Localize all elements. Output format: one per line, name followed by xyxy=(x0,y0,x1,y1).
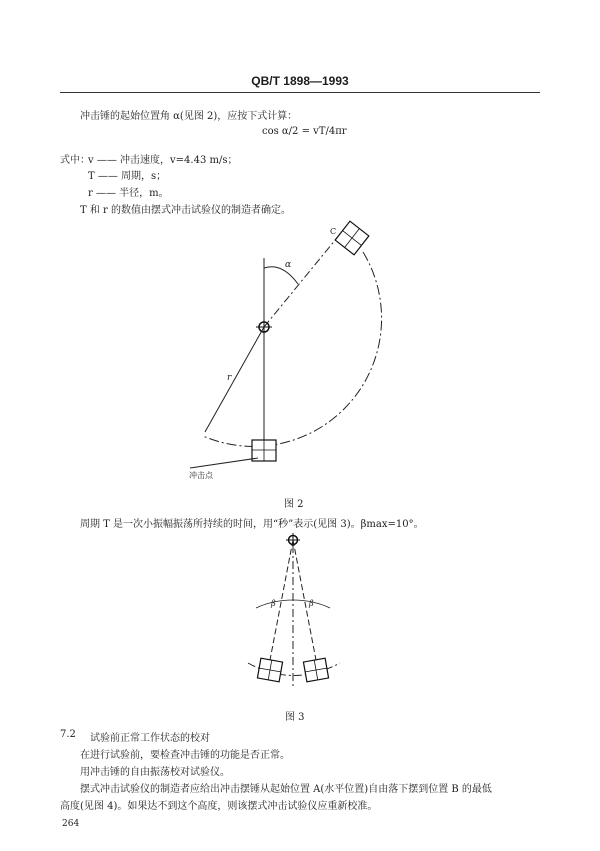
variable-r: r —— 半径，m。 xyxy=(88,188,169,199)
swing-arc xyxy=(203,252,382,446)
where-label: 式中： xyxy=(60,155,90,166)
page-number: 264 xyxy=(62,819,80,829)
formula: cos α/2 = vT/4πr xyxy=(262,126,347,137)
beta-right-label: β xyxy=(309,599,314,608)
hammer-right-position xyxy=(303,658,328,682)
paragraph-start-angle: 冲击锤的起始位置角 α(见图 2)，应按下式计算： xyxy=(80,111,298,122)
radius-label: r xyxy=(227,373,232,383)
paragraph-period: 周期 T 是一次小振幅振荡所持续的时间，用“秒”表示(见图 3)。βmax=10°。 xyxy=(80,519,424,530)
radius-line xyxy=(205,327,264,432)
variable-T: T —— 周期，s； xyxy=(88,171,167,182)
hammer-left-position xyxy=(257,658,282,682)
figure-2-pendulum-diagram xyxy=(150,210,410,500)
paragraph-values: T 和 r 的数值由摆式冲击试验仪的制造者确定。 xyxy=(80,205,291,216)
impact-point-label: 冲击点 xyxy=(189,471,213,480)
impact-leader xyxy=(190,458,258,468)
paragraph-height-line1: 摆式冲击试验仪的制造者应给出冲击摆锤从起始位置 A(水平位置)自由落下摆到位置 B 的最低 xyxy=(80,784,492,795)
start-position-line xyxy=(264,228,345,327)
alpha-label: α xyxy=(285,260,292,270)
section-title: 试验前正常工作状态的校对 xyxy=(90,733,210,744)
variable-v: v —— 冲击速度，v=4.43 m/s； xyxy=(88,155,238,166)
figure-2-caption: 图 2 xyxy=(284,499,304,510)
header-rule xyxy=(60,92,540,93)
figure-3-oscillation-diagram xyxy=(230,530,360,690)
paragraph-check: 在进行试验前，要检查冲击锤的功能是否正常。 xyxy=(80,750,290,761)
section-number: 7.2 xyxy=(60,729,76,740)
paragraph-free-oscillation: 用冲击锤的自由振荡校对试验仪。 xyxy=(80,767,230,778)
hammer-start-position xyxy=(335,221,369,255)
standard-number: QB/T 1898—1993 xyxy=(251,74,349,88)
alpha-arc xyxy=(264,267,298,284)
figure-3-caption: 图 3 xyxy=(285,712,305,723)
paragraph-height-line2: 高度(见图 4)。如果达不到这个高度，则该摆式冲击试验仪应重新校准。 xyxy=(60,801,378,812)
corner-label: C xyxy=(330,227,337,236)
beta-left-label: β xyxy=(271,599,276,608)
